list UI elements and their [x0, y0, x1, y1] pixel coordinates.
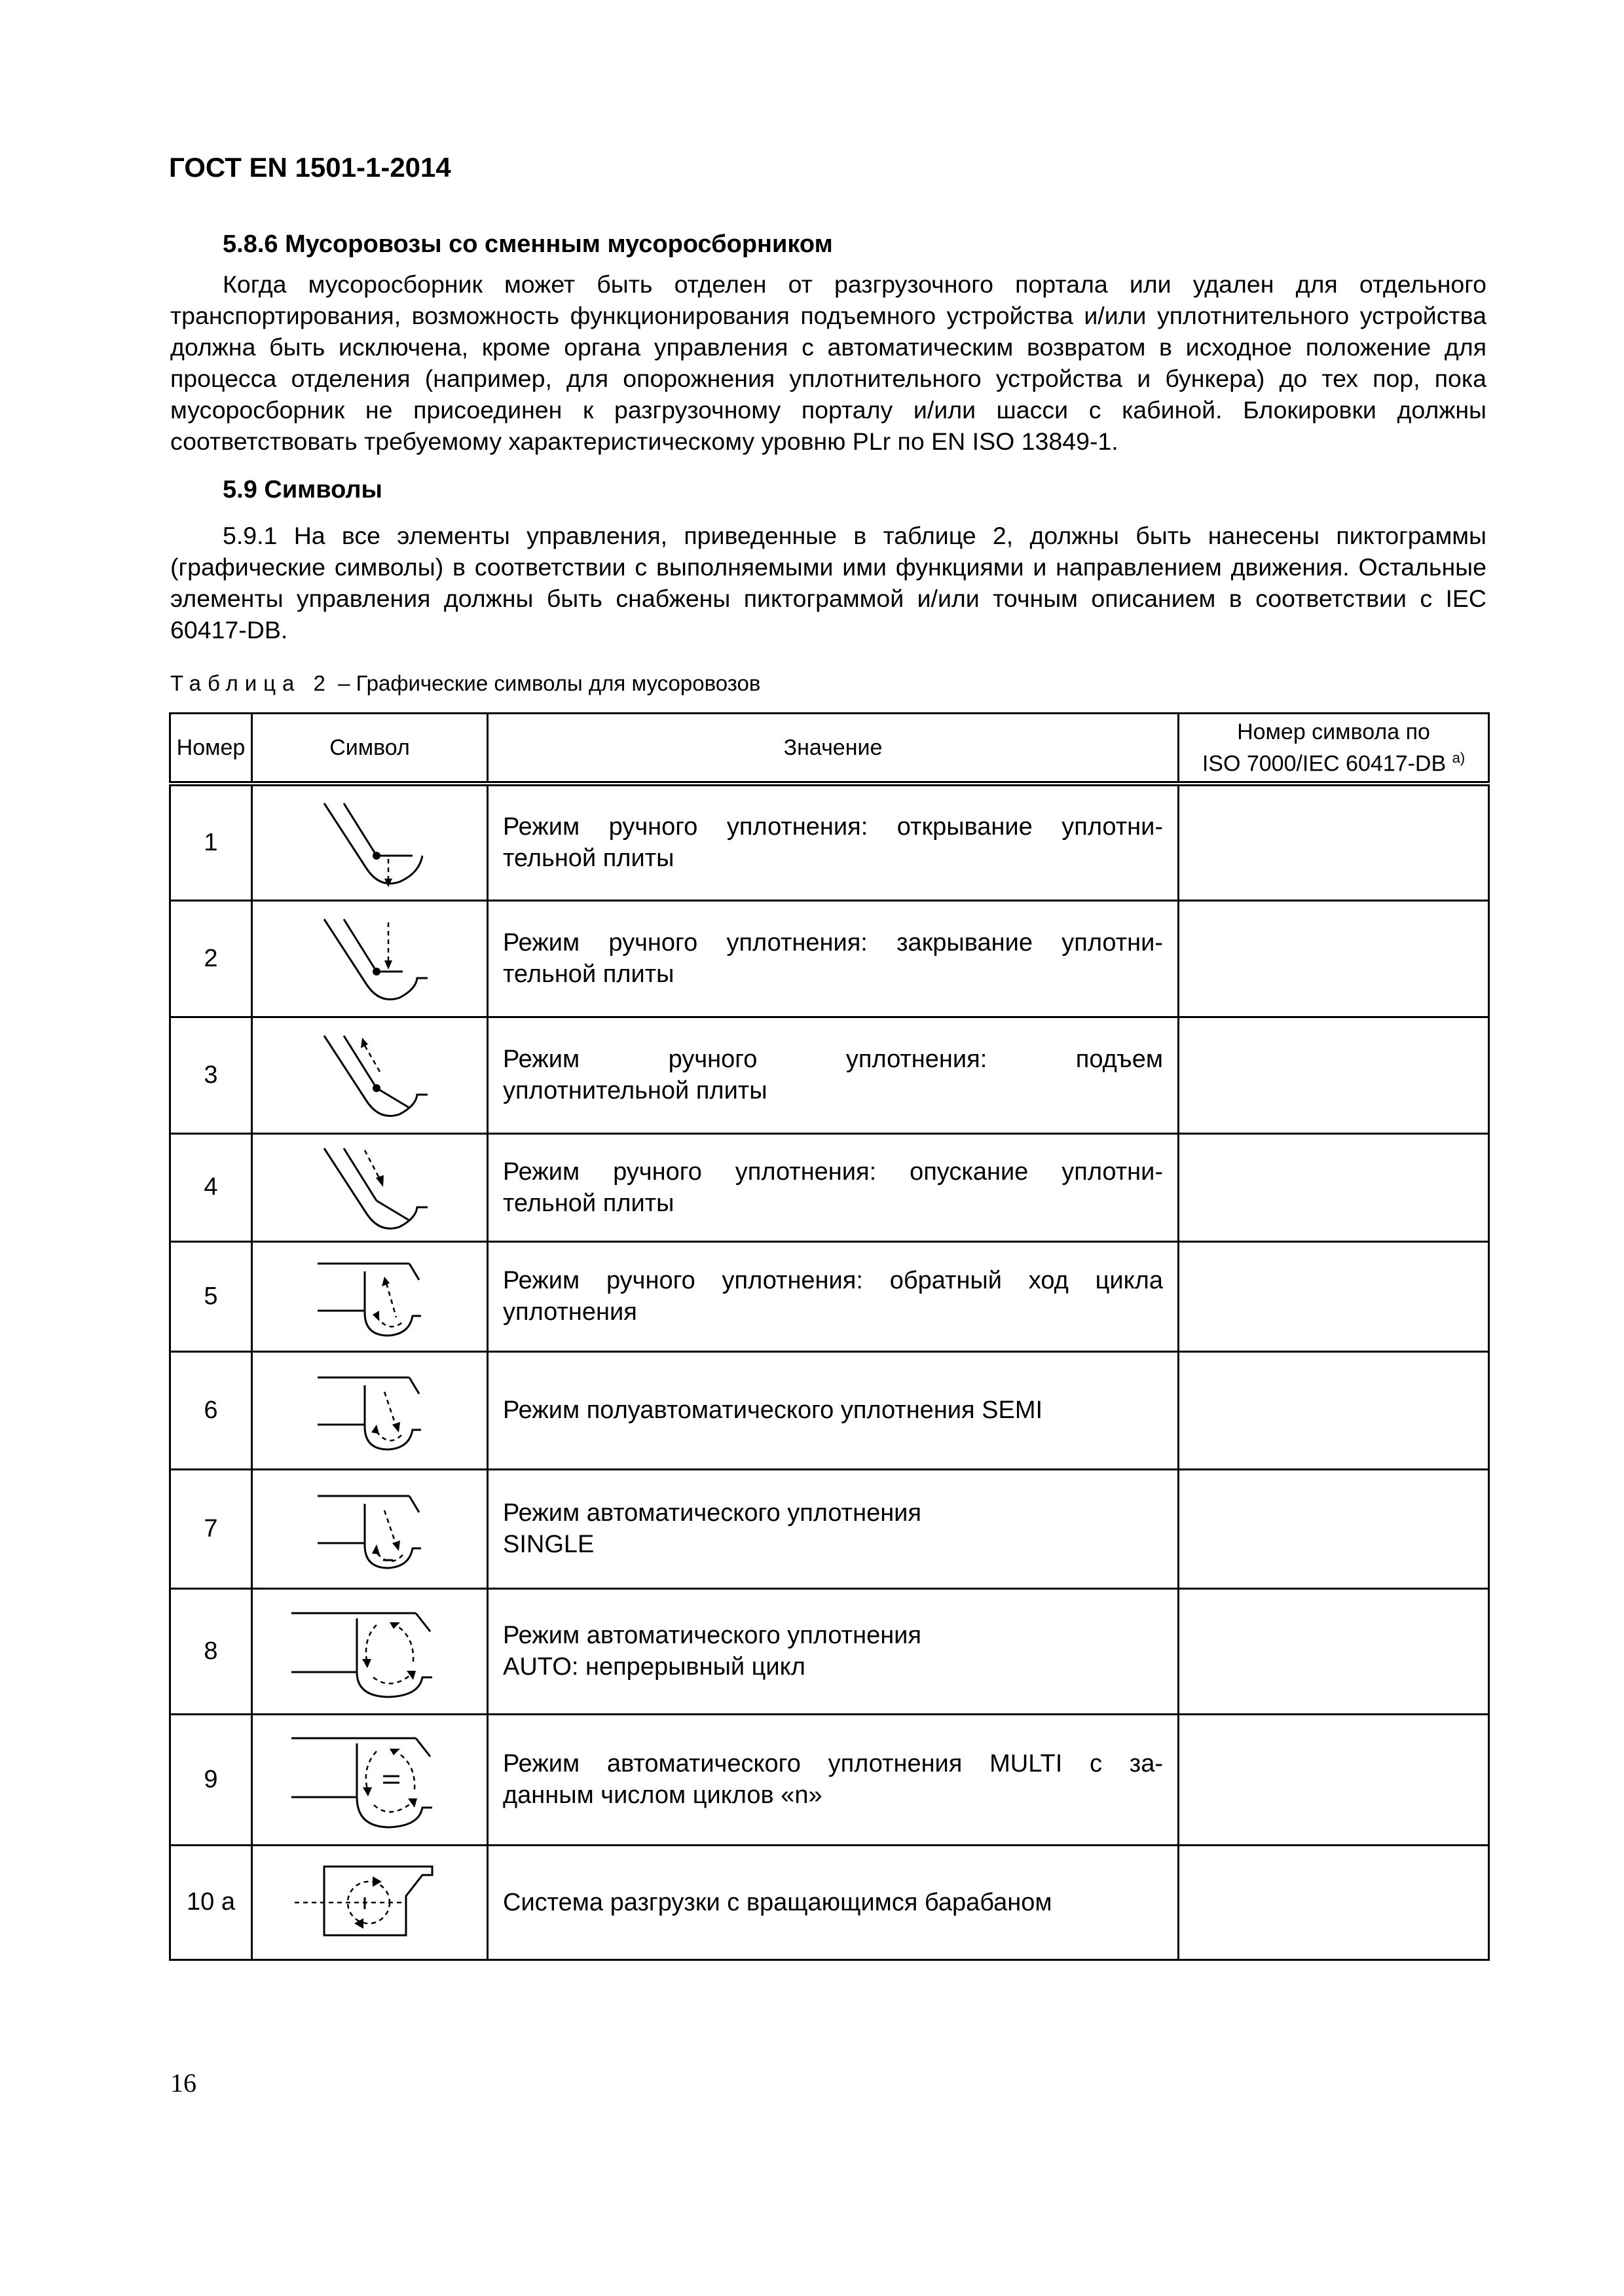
row-iso-number	[1179, 784, 1489, 900]
row-iso-number	[1179, 900, 1489, 1017]
meaning-line2: тельной плиты	[503, 845, 674, 873]
meaning-line1: Режим автоматического уплотнения MULTI с за-	[503, 1750, 1163, 1777]
symbols-table	[169, 712, 1490, 1961]
table-row	[170, 1241, 1489, 1351]
meaning-line1: Режим ручного уплотнения: закрывание уплотни-	[503, 929, 1163, 957]
meaning-line1: Система разгрузки с вращающимся барабаном	[503, 1888, 1052, 1916]
row-symbol	[252, 900, 488, 1017]
table-row	[170, 900, 1489, 1017]
compaction-plate-close-icon	[304, 909, 435, 1008]
table-row	[170, 1133, 1489, 1241]
row-meaning	[488, 1469, 1179, 1588]
row-number: 8	[170, 1588, 252, 1714]
auto-compaction-single-icon	[304, 1483, 435, 1575]
row-iso-number	[1179, 1714, 1489, 1845]
row-symbol	[252, 1469, 488, 1588]
compaction-cycle-reverse-icon	[304, 1250, 435, 1342]
row-number: 4	[170, 1133, 252, 1241]
table-caption-text: – Графические символы для мусоровозов	[331, 671, 761, 695]
auto-compaction-multi-icon	[285, 1724, 455, 1835]
row-meaning	[488, 1714, 1179, 1845]
row-number: 3	[170, 1017, 252, 1133]
row-number: 9	[170, 1714, 252, 1845]
header-meaning: Значение	[488, 714, 1179, 784]
row-number: 2	[170, 900, 252, 1017]
row-number: 5	[170, 1241, 252, 1351]
row-symbol	[252, 1133, 488, 1241]
meaning-line2: тельной плиты	[503, 1189, 674, 1217]
row-meaning	[488, 1241, 1179, 1351]
meaning-line2: AUTO: непрерывный цикл	[503, 1653, 805, 1681]
row-iso-number	[1179, 1845, 1489, 1959]
compaction-plate-raise-icon	[304, 1026, 435, 1124]
auto-compaction-continuous-icon	[285, 1599, 455, 1704]
table-header-row	[170, 714, 1489, 784]
rotating-drum-icon	[291, 1857, 449, 1948]
document-code: ГОСТ EN 1501-1-2014	[169, 152, 451, 183]
header-iso-number-line2: ISO 7000/IEC 60417-DB	[1202, 751, 1447, 776]
row-symbol	[252, 1714, 488, 1845]
table-caption-label: Таблица 2	[170, 671, 332, 695]
row-meaning	[488, 1133, 1179, 1241]
section-5-9-1-paragraph: 5.9.1 На все элементы управления, приведенные в таблице 2, должны быть нанесены пиктограммы (графические символы) в соответствии с выполняемыми ими функциями и направлением движения. Остальные элементы управления должны быть снабжены пиктограммой и/или точным описанием в соответствии с IEC 60417-DB.	[170, 522, 1486, 644]
row-iso-number	[1179, 1469, 1489, 1588]
table-row	[170, 1588, 1489, 1714]
page-number: 16	[170, 2068, 196, 2098]
row-symbol	[252, 1845, 488, 1959]
row-number: 7	[170, 1469, 252, 1588]
row-symbol	[252, 1588, 488, 1714]
row-symbol	[252, 1017, 488, 1133]
table-row	[170, 1017, 1489, 1133]
table-row	[170, 1714, 1489, 1845]
meaning-line2: данным числом циклов «n»	[503, 1781, 822, 1809]
meaning-line1: Режим ручного уплотнения: открывание уплотни-	[503, 813, 1163, 841]
compaction-plate-open-icon	[304, 793, 435, 892]
row-iso-number	[1179, 1017, 1489, 1133]
meaning-line2: уплотнительной плиты	[503, 1077, 767, 1104]
row-symbol	[252, 1351, 488, 1469]
meaning-line1: Режим ручного уплотнения: подъем	[503, 1046, 1163, 1073]
row-iso-number	[1179, 1351, 1489, 1469]
table-caption	[170, 671, 760, 696]
row-number: 1	[170, 784, 252, 900]
meaning-line1: Режим ручного уплотнения: обратный ход цикла	[503, 1267, 1163, 1294]
row-meaning	[488, 1351, 1179, 1469]
row-meaning	[488, 1588, 1179, 1714]
meaning-line1: Режим полуавтоматического уплотнения SEMI	[503, 1396, 1043, 1424]
row-iso-number	[1179, 1241, 1489, 1351]
row-meaning	[488, 900, 1179, 1017]
row-number: 10 a	[170, 1845, 252, 1959]
section-5-9-title: 5.9 Символы	[223, 476, 383, 503]
row-meaning	[488, 1845, 1179, 1959]
meaning-line1: Режим автоматического уплотнения	[503, 1499, 921, 1527]
row-meaning	[488, 1017, 1179, 1133]
header-symbol: Символ	[252, 714, 488, 784]
semi-auto-compaction-icon	[304, 1364, 435, 1456]
meaning-line2: тельной плиты	[503, 960, 674, 988]
header-number: Номер	[170, 714, 252, 784]
meaning-line2: SINGLE	[503, 1531, 595, 1558]
row-number: 6	[170, 1351, 252, 1469]
row-iso-number	[1179, 1588, 1489, 1714]
row-symbol	[252, 1241, 488, 1351]
meaning-line1: Режим автоматического уплотнения	[503, 1622, 921, 1649]
section-5-8-6-title: 5.8.6 Мусоровозы со сменным мусоросборником	[223, 230, 833, 258]
header-iso-number-line1: Номер символа по	[1237, 719, 1430, 744]
row-meaning	[488, 784, 1179, 900]
table-row	[170, 1469, 1489, 1588]
meaning-line1: Режим ручного уплотнения: опускание уплотни-	[503, 1157, 1163, 1186]
compaction-plate-lower-icon	[304, 1139, 435, 1237]
header-iso-number	[1179, 714, 1489, 784]
meaning-line2: уплотнения	[503, 1298, 637, 1326]
table-row	[170, 1351, 1489, 1469]
row-iso-number	[1179, 1133, 1489, 1241]
table-row	[170, 1845, 1489, 1959]
header-iso-footnote: a)	[1452, 749, 1466, 766]
table-row	[170, 784, 1489, 900]
section-5-8-6-paragraph: Когда мусоросборник может быть отделен от разгрузочного портала или удален для отдельного транспортирования, возможность функционирования подъемного устройства и/или уплотнительного устройства должна быть исключена, кроме органа управления с автоматическим возвратом в исходное положение для процесса отделения (например, для опорожнения уплотнительного устройства и бункера) до тех пор, пока мусоросборник не присоединен к разгрузочному порталу и/или шасси с кабиной. Блокировки должны соответствовать требуемому характеристическому уровню PLr по EN ISO 13849-1.	[170, 270, 1486, 455]
row-symbol	[252, 784, 488, 900]
